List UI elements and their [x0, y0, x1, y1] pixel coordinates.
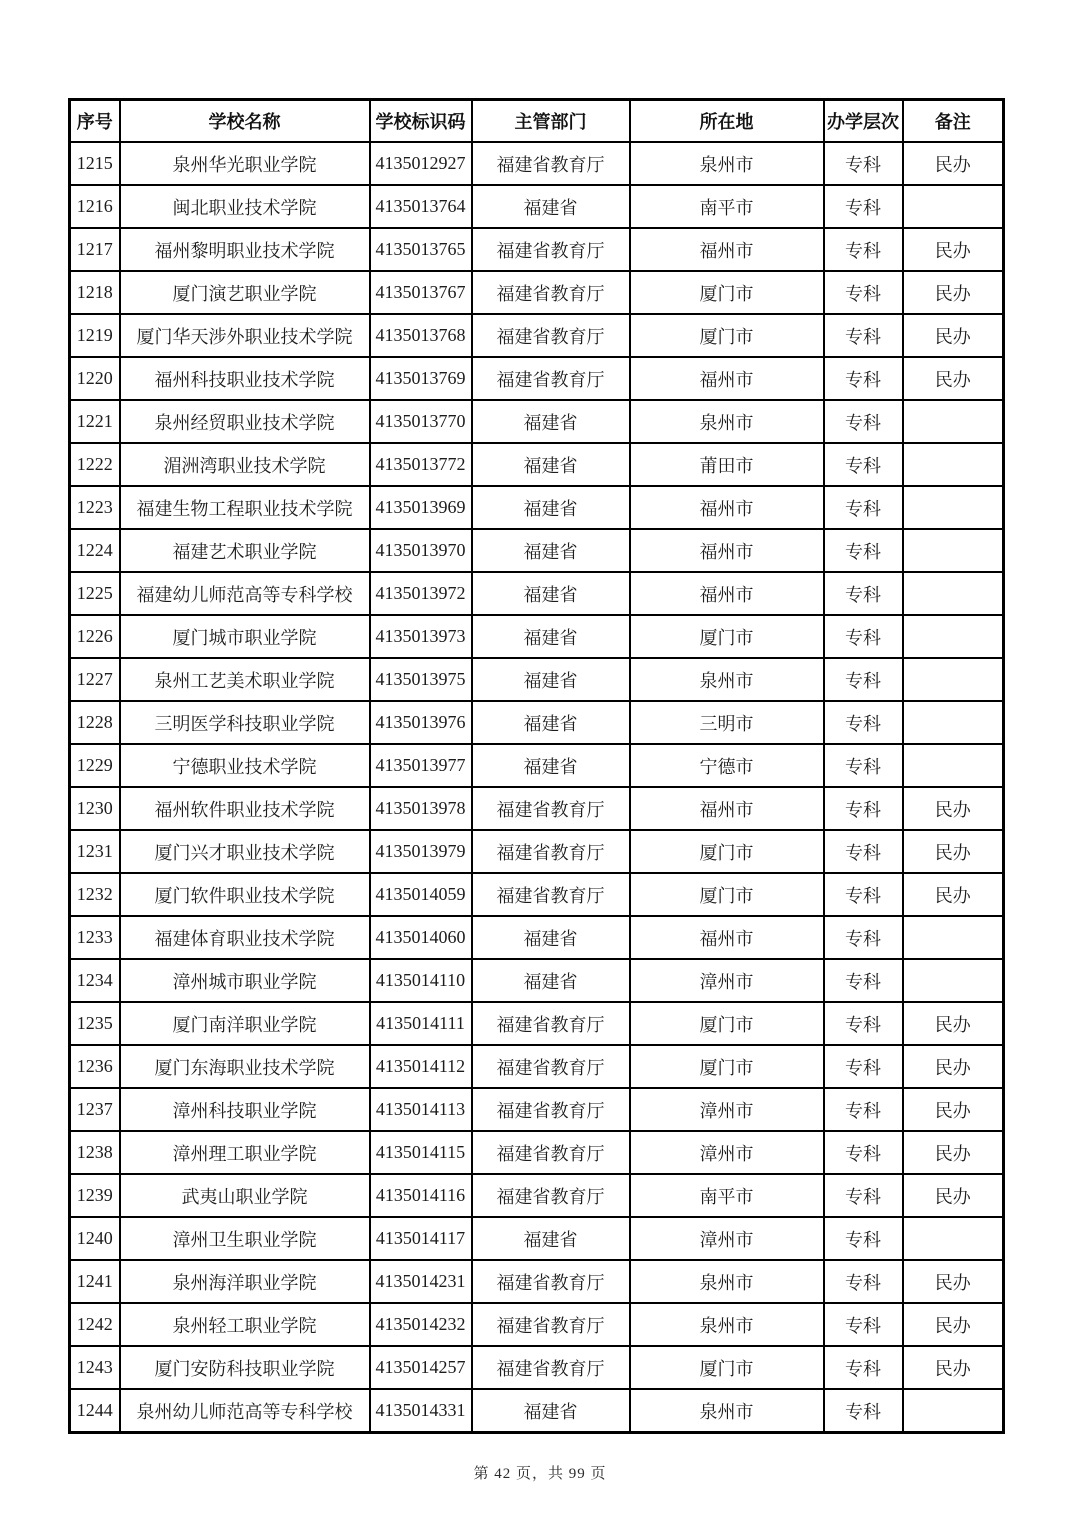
cell-school-name: 宁德职业技术学院 — [120, 744, 370, 787]
cell-school-name: 厦门兴才职业技术学院 — [120, 830, 370, 873]
cell-location: 厦门市 — [630, 873, 824, 916]
table-row — [70, 1303, 1004, 1346]
cell-level: 专科 — [824, 959, 903, 1002]
cell-location: 福州市 — [630, 486, 824, 529]
cell-level: 专科 — [824, 357, 903, 400]
cell-remark: 民办 — [903, 1002, 1004, 1045]
cell-level: 专科 — [824, 1045, 903, 1088]
cell-school-name: 福州黎明职业技术学院 — [120, 228, 370, 271]
cell-level: 专科 — [824, 1260, 903, 1303]
cell-index: 1240 — [70, 1217, 120, 1260]
cell-index: 1224 — [70, 529, 120, 572]
table-row — [70, 1217, 1004, 1260]
cell-school-code: 4135014116 — [370, 1174, 472, 1217]
cell-school-code: 4135014113 — [370, 1088, 472, 1131]
cell-remark — [903, 486, 1004, 529]
cell-remark: 民办 — [903, 1303, 1004, 1346]
cell-index: 1219 — [70, 314, 120, 357]
cell-school-code: 4135013767 — [370, 271, 472, 314]
table-row — [70, 787, 1004, 830]
cell-school-name: 福建幼儿师范高等专科学校 — [120, 572, 370, 615]
cell-location: 泉州市 — [630, 1260, 824, 1303]
cell-department: 福建省 — [472, 443, 630, 486]
cell-remark — [903, 572, 1004, 615]
cell-index: 1215 — [70, 142, 120, 185]
cell-remark — [903, 658, 1004, 701]
cell-location: 南平市 — [630, 1174, 824, 1217]
header-row — [70, 100, 1004, 143]
cell-location: 泉州市 — [630, 1303, 824, 1346]
cell-location: 厦门市 — [630, 314, 824, 357]
cell-school-code: 4135014232 — [370, 1303, 472, 1346]
cell-index: 1225 — [70, 572, 120, 615]
cell-department: 福建省教育厅 — [472, 357, 630, 400]
cell-index: 1230 — [70, 787, 120, 830]
cell-location: 三明市 — [630, 701, 824, 744]
cell-department: 福建省 — [472, 959, 630, 1002]
cell-remark — [903, 701, 1004, 744]
cell-index: 1216 — [70, 185, 120, 228]
table-row — [70, 271, 1004, 314]
cell-school-code: 4135014060 — [370, 916, 472, 959]
cell-level: 专科 — [824, 529, 903, 572]
table-row — [70, 701, 1004, 744]
table-row — [70, 1260, 1004, 1303]
cell-school-code: 4135014117 — [370, 1217, 472, 1260]
cell-index: 1231 — [70, 830, 120, 873]
cell-remark: 民办 — [903, 787, 1004, 830]
cell-school-code: 4135013772 — [370, 443, 472, 486]
cell-remark: 民办 — [903, 1346, 1004, 1389]
cell-department: 福建省教育厅 — [472, 1088, 630, 1131]
cell-index: 1242 — [70, 1303, 120, 1346]
cell-school-name: 福建体育职业技术学院 — [120, 916, 370, 959]
cell-school-name: 泉州幼儿师范高等专科学校 — [120, 1389, 370, 1433]
cell-school-name: 泉州工艺美术职业学院 — [120, 658, 370, 701]
cell-department: 福建省教育厅 — [472, 1260, 630, 1303]
cell-school-code: 4135013768 — [370, 314, 472, 357]
cell-school-name: 漳州理工职业学院 — [120, 1131, 370, 1174]
cell-school-name: 泉州华光职业学院 — [120, 142, 370, 185]
cell-location: 泉州市 — [630, 1389, 824, 1433]
cell-school-code: 4135013973 — [370, 615, 472, 658]
cell-location: 泉州市 — [630, 658, 824, 701]
cell-index: 1238 — [70, 1131, 120, 1174]
cell-school-name: 三明医学科技职业学院 — [120, 701, 370, 744]
cell-index: 1218 — [70, 271, 120, 314]
cell-remark — [903, 529, 1004, 572]
cell-level: 专科 — [824, 271, 903, 314]
cell-level: 专科 — [824, 185, 903, 228]
cell-school-name: 泉州轻工职业学院 — [120, 1303, 370, 1346]
cell-school-name: 福建生物工程职业技术学院 — [120, 486, 370, 529]
cell-department: 福建省教育厅 — [472, 1346, 630, 1389]
table-row — [70, 959, 1004, 1002]
cell-department: 福建省教育厅 — [472, 1131, 630, 1174]
cell-school-name: 漳州卫生职业学院 — [120, 1217, 370, 1260]
cell-level: 专科 — [824, 916, 903, 959]
cell-location: 莆田市 — [630, 443, 824, 486]
column-header-remark: 备注 — [903, 100, 1004, 143]
table-row — [70, 228, 1004, 271]
cell-department: 福建省教育厅 — [472, 314, 630, 357]
cell-department: 福建省教育厅 — [472, 1174, 630, 1217]
cell-school-name: 厦门东海职业技术学院 — [120, 1045, 370, 1088]
cell-school-code: 4135014112 — [370, 1045, 472, 1088]
column-header-location: 所在地 — [630, 100, 824, 143]
cell-location: 福州市 — [630, 529, 824, 572]
cell-remark: 民办 — [903, 830, 1004, 873]
cell-index: 1243 — [70, 1346, 120, 1389]
cell-school-code: 4135013976 — [370, 701, 472, 744]
cell-school-name: 泉州经贸职业技术学院 — [120, 400, 370, 443]
cell-remark: 民办 — [903, 142, 1004, 185]
cell-index: 1228 — [70, 701, 120, 744]
cell-school-code: 4135014111 — [370, 1002, 472, 1045]
cell-index: 1229 — [70, 744, 120, 787]
cell-location: 福州市 — [630, 357, 824, 400]
table-row — [70, 658, 1004, 701]
column-header-department: 主管部门 — [472, 100, 630, 143]
cell-school-code: 4135013975 — [370, 658, 472, 701]
cell-index: 1235 — [70, 1002, 120, 1045]
cell-school-code: 4135012927 — [370, 142, 472, 185]
cell-location: 福州市 — [630, 787, 824, 830]
column-header-level: 办学层次 — [824, 100, 903, 143]
table-row — [70, 314, 1004, 357]
cell-level: 专科 — [824, 615, 903, 658]
cell-index: 1239 — [70, 1174, 120, 1217]
cell-location: 福州市 — [630, 228, 824, 271]
table-row — [70, 1088, 1004, 1131]
cell-remark — [903, 185, 1004, 228]
cell-department: 福建省 — [472, 658, 630, 701]
cell-location: 厦门市 — [630, 1002, 824, 1045]
cell-school-name: 厦门安防科技职业学院 — [120, 1346, 370, 1389]
cell-remark — [903, 959, 1004, 1002]
cell-school-name: 厦门华天涉外职业技术学院 — [120, 314, 370, 357]
table-row — [70, 400, 1004, 443]
cell-level: 专科 — [824, 1346, 903, 1389]
cell-index: 1217 — [70, 228, 120, 271]
cell-location: 漳州市 — [630, 1131, 824, 1174]
cell-location: 泉州市 — [630, 142, 824, 185]
cell-department: 福建省 — [472, 701, 630, 744]
table-row — [70, 873, 1004, 916]
table-row — [70, 1002, 1004, 1045]
cell-school-code: 4135013978 — [370, 787, 472, 830]
cell-department: 福建省教育厅 — [472, 1303, 630, 1346]
cell-index: 1222 — [70, 443, 120, 486]
cell-school-name: 厦门演艺职业学院 — [120, 271, 370, 314]
table-row — [70, 486, 1004, 529]
cell-department: 福建省 — [472, 572, 630, 615]
cell-remark: 民办 — [903, 873, 1004, 916]
cell-school-name: 泉州海洋职业学院 — [120, 1260, 370, 1303]
cell-remark: 民办 — [903, 1088, 1004, 1131]
table-row — [70, 185, 1004, 228]
cell-school-name: 福建艺术职业学院 — [120, 529, 370, 572]
cell-location: 厦门市 — [630, 1346, 824, 1389]
cell-remark — [903, 615, 1004, 658]
cell-location: 福州市 — [630, 916, 824, 959]
cell-index: 1220 — [70, 357, 120, 400]
cell-index: 1221 — [70, 400, 120, 443]
cell-location: 宁德市 — [630, 744, 824, 787]
cell-level: 专科 — [824, 744, 903, 787]
cell-location: 漳州市 — [630, 1088, 824, 1131]
page-number: 第 42 页，共 99 页 — [473, 1466, 607, 1482]
table-row — [70, 1346, 1004, 1389]
cell-school-name: 厦门软件职业技术学院 — [120, 873, 370, 916]
cell-index: 1234 — [70, 959, 120, 1002]
cell-remark: 民办 — [903, 1260, 1004, 1303]
table-row — [70, 443, 1004, 486]
cell-level: 专科 — [824, 443, 903, 486]
table-row — [70, 1131, 1004, 1174]
cell-location: 泉州市 — [630, 400, 824, 443]
cell-school-code: 4135013977 — [370, 744, 472, 787]
cell-school-code: 4135013769 — [370, 357, 472, 400]
cell-department: 福建省 — [472, 1389, 630, 1433]
cell-school-code: 4135013972 — [370, 572, 472, 615]
cell-level: 专科 — [824, 228, 903, 271]
cell-level: 专科 — [824, 701, 903, 744]
cell-school-code: 4135014110 — [370, 959, 472, 1002]
cell-index: 1227 — [70, 658, 120, 701]
column-header-school-name: 学校名称 — [120, 100, 370, 143]
cell-school-code: 4135013764 — [370, 185, 472, 228]
cell-index: 1237 — [70, 1088, 120, 1131]
cell-level: 专科 — [824, 486, 903, 529]
cell-department: 福建省 — [472, 615, 630, 658]
cell-department: 福建省 — [472, 744, 630, 787]
cell-department: 福建省教育厅 — [472, 830, 630, 873]
cell-location: 厦门市 — [630, 271, 824, 314]
column-header-index: 序号 — [70, 100, 120, 143]
cell-school-code: 4135014059 — [370, 873, 472, 916]
table-body — [70, 142, 1004, 1433]
cell-remark — [903, 443, 1004, 486]
cell-remark — [903, 744, 1004, 787]
cell-remark: 民办 — [903, 271, 1004, 314]
table-row — [70, 529, 1004, 572]
cell-level: 专科 — [824, 1088, 903, 1131]
cell-school-name: 漳州科技职业学院 — [120, 1088, 370, 1131]
cell-department: 福建省教育厅 — [472, 1002, 630, 1045]
table-row — [70, 744, 1004, 787]
cell-school-name: 武夷山职业学院 — [120, 1174, 370, 1217]
cell-department: 福建省教育厅 — [472, 873, 630, 916]
cell-school-code: 4135014115 — [370, 1131, 472, 1174]
table-row — [70, 572, 1004, 615]
cell-location: 漳州市 — [630, 1217, 824, 1260]
cell-remark — [903, 916, 1004, 959]
cell-location: 漳州市 — [630, 959, 824, 1002]
cell-school-name: 厦门南洋职业学院 — [120, 1002, 370, 1045]
cell-school-name: 厦门城市职业学院 — [120, 615, 370, 658]
cell-level: 专科 — [824, 1217, 903, 1260]
cell-remark: 民办 — [903, 1174, 1004, 1217]
cell-level: 专科 — [824, 142, 903, 185]
cell-remark — [903, 1389, 1004, 1433]
cell-school-name: 湄洲湾职业技术学院 — [120, 443, 370, 486]
cell-remark — [903, 1217, 1004, 1260]
table-row — [70, 916, 1004, 959]
cell-remark: 民办 — [903, 357, 1004, 400]
cell-index: 1236 — [70, 1045, 120, 1088]
cell-location: 厦门市 — [630, 1045, 824, 1088]
cell-department: 福建省教育厅 — [472, 1045, 630, 1088]
cell-level: 专科 — [824, 1131, 903, 1174]
cell-department: 福建省 — [472, 185, 630, 228]
cell-remark: 民办 — [903, 228, 1004, 271]
cell-department: 福建省 — [472, 486, 630, 529]
cell-level: 专科 — [824, 400, 903, 443]
cell-index: 1226 — [70, 615, 120, 658]
cell-location: 福州市 — [630, 572, 824, 615]
cell-remark: 民办 — [903, 314, 1004, 357]
cell-index: 1232 — [70, 873, 120, 916]
cell-level: 专科 — [824, 314, 903, 357]
table-row — [70, 1045, 1004, 1088]
cell-level: 专科 — [824, 1303, 903, 1346]
cell-department: 福建省 — [472, 529, 630, 572]
cell-level: 专科 — [824, 658, 903, 701]
cell-level: 专科 — [824, 787, 903, 830]
table-row — [70, 1389, 1004, 1433]
table-row — [70, 1174, 1004, 1217]
cell-department: 福建省 — [472, 400, 630, 443]
cell-location: 南平市 — [630, 185, 824, 228]
cell-location: 厦门市 — [630, 830, 824, 873]
column-header-school-code: 学校标识码 — [370, 100, 472, 143]
cell-level: 专科 — [824, 830, 903, 873]
cell-index: 1241 — [70, 1260, 120, 1303]
cell-school-code: 4135014331 — [370, 1389, 472, 1433]
cell-remark — [903, 400, 1004, 443]
cell-department: 福建省教育厅 — [472, 787, 630, 830]
cell-level: 专科 — [824, 1002, 903, 1045]
cell-level: 专科 — [824, 1389, 903, 1433]
cell-school-code: 4135013979 — [370, 830, 472, 873]
cell-level: 专科 — [824, 572, 903, 615]
cell-department: 福建省 — [472, 916, 630, 959]
cell-department: 福建省教育厅 — [472, 271, 630, 314]
cell-school-name: 福州软件职业技术学院 — [120, 787, 370, 830]
table-header — [70, 100, 1004, 143]
cell-index: 1233 — [70, 916, 120, 959]
cell-school-name: 福州科技职业技术学院 — [120, 357, 370, 400]
cell-school-code: 4135013969 — [370, 486, 472, 529]
cell-school-name: 闽北职业技术学院 — [120, 185, 370, 228]
cell-department: 福建省 — [472, 1217, 630, 1260]
cell-school-code: 4135013770 — [370, 400, 472, 443]
cell-index: 1223 — [70, 486, 120, 529]
cell-school-code: 4135013970 — [370, 529, 472, 572]
cell-location: 厦门市 — [630, 615, 824, 658]
cell-school-code: 4135013765 — [370, 228, 472, 271]
cell-school-code: 4135014257 — [370, 1346, 472, 1389]
table-row — [70, 830, 1004, 873]
cell-remark: 民办 — [903, 1045, 1004, 1088]
cell-department: 福建省教育厅 — [472, 142, 630, 185]
cell-department: 福建省教育厅 — [472, 228, 630, 271]
cell-school-name: 漳州城市职业学院 — [120, 959, 370, 1002]
cell-level: 专科 — [824, 873, 903, 916]
cell-level: 专科 — [824, 1174, 903, 1217]
table-row — [70, 142, 1004, 185]
cell-index: 1244 — [70, 1389, 120, 1433]
cell-remark: 民办 — [903, 1131, 1004, 1174]
table-row — [70, 357, 1004, 400]
cell-school-code: 4135014231 — [370, 1260, 472, 1303]
table-row — [70, 615, 1004, 658]
school-table — [68, 98, 1005, 1434]
